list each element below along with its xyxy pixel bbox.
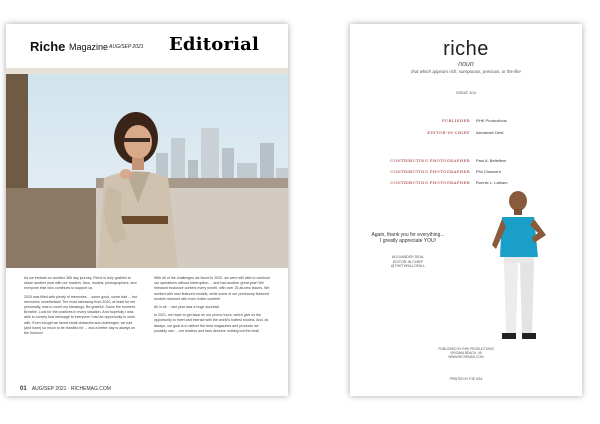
masthead-page <box>350 24 582 396</box>
credit-name: Ronnie L. Latham <box>476 180 508 185</box>
magazine-label: Magazine <box>69 42 109 52</box>
printed-in: PRINTED IN THE USA <box>449 377 483 381</box>
page-number: 01 <box>20 386 27 392</box>
credit-name: Alexander Deal <box>476 130 504 135</box>
paragraph: In 2021, we hope to get back on our promo tours, which give us the opportunity to meet and interact with the world's hottest models. And, as always, our goal is to deliver the best magazines and products we possibly can ... our readers and fans deserve nothing but the best! <box>154 313 269 333</box>
footer-text: AUG/SEP 2021 · RICHEMAG.COM <box>31 386 111 392</box>
definition: that which appears rich, sumptuous, precious, or the like <box>411 69 521 74</box>
paragraph: All in all ... last year was a huge success! <box>154 305 220 310</box>
publisher-location: VIRGINIA BEACH, VA <box>450 351 482 356</box>
part-of-speech: noun <box>458 61 474 68</box>
paragraph: 2020 was filled with plenty of memories ... some good, some bad ... but memories nonetheless! The most takeaway from 2020, at least for me personally, was to count my blessings. Be grateful. Savor the moment. Breathe. Look for the positives in every situation. And hopefully I was able to convey that message to everyone I had an opportunity to work with. Even though we faced small obstacles and challenges, we had (and have) so much to be thankful for ... and a better day is always on the horizon! <box>24 294 138 336</box>
dictionary-word: riche <box>443 38 489 60</box>
publisher-info <box>350 347 582 360</box>
thank-you-note <box>364 232 452 244</box>
editorial-page <box>6 24 288 396</box>
signature-handle: @THETHRILLOFALL <box>390 264 426 269</box>
issue-number: ISSUE 104 <box>456 90 476 95</box>
credit-role: PUBLISHER <box>441 118 470 123</box>
credit-role: CONTRIBUTING PHOTOGRAPHER <box>390 158 470 163</box>
thanks-line: I greatly appreciate YOU! <box>379 238 437 245</box>
editor-photo <box>476 187 556 345</box>
editorial-photo <box>6 68 288 268</box>
paragraph: With all of the challenges we faced in 2020, we were still able to continue our operations without interruption ... and had another great year! We released exclusive content every month, with over 25 all-new issues. We worked with new featured models, while some of our previously featured models returned with even hotter content! <box>154 276 271 301</box>
credit-role: CONTRIBUTING PHOTOGRAPHER <box>390 180 470 185</box>
credit-name: Paul A. Bellefleur <box>476 158 507 163</box>
page-title: Editorial <box>169 34 260 55</box>
publisher-website: WWW.RICHEMAG.COM <box>448 355 484 360</box>
credit-role: EDITOR-IN-CHIEF <box>427 130 470 135</box>
issue-date: AUG/SEP 2021 <box>109 44 144 50</box>
page-footer <box>20 386 111 392</box>
signature-title: EDITOR-IN-CHIEF <box>392 259 424 264</box>
signature-name: ALEXANDER DEAL <box>391 255 425 259</box>
paragraph: As we embark on another 365 day journey, Riche is truly grateful to share another year with our readers, fans, models, photographers, and everyone else who continues to support us. <box>24 276 137 291</box>
text-column-1 <box>24 276 140 339</box>
masthead <box>6 24 288 68</box>
credit-name: Phil Chesvent <box>476 169 501 174</box>
signature <box>364 255 452 269</box>
credit-name: RHK Productions <box>476 118 507 123</box>
text-column-2 <box>154 276 272 337</box>
credit-role: CONTRIBUTING PHOTOGRAPHER <box>390 169 470 174</box>
thanks-line: Again, thank you for everything... <box>371 232 445 238</box>
publisher-line: PUBLISHED BY RHK PRODUCTIONS <box>438 347 494 351</box>
brand-name: Riche <box>30 39 66 54</box>
